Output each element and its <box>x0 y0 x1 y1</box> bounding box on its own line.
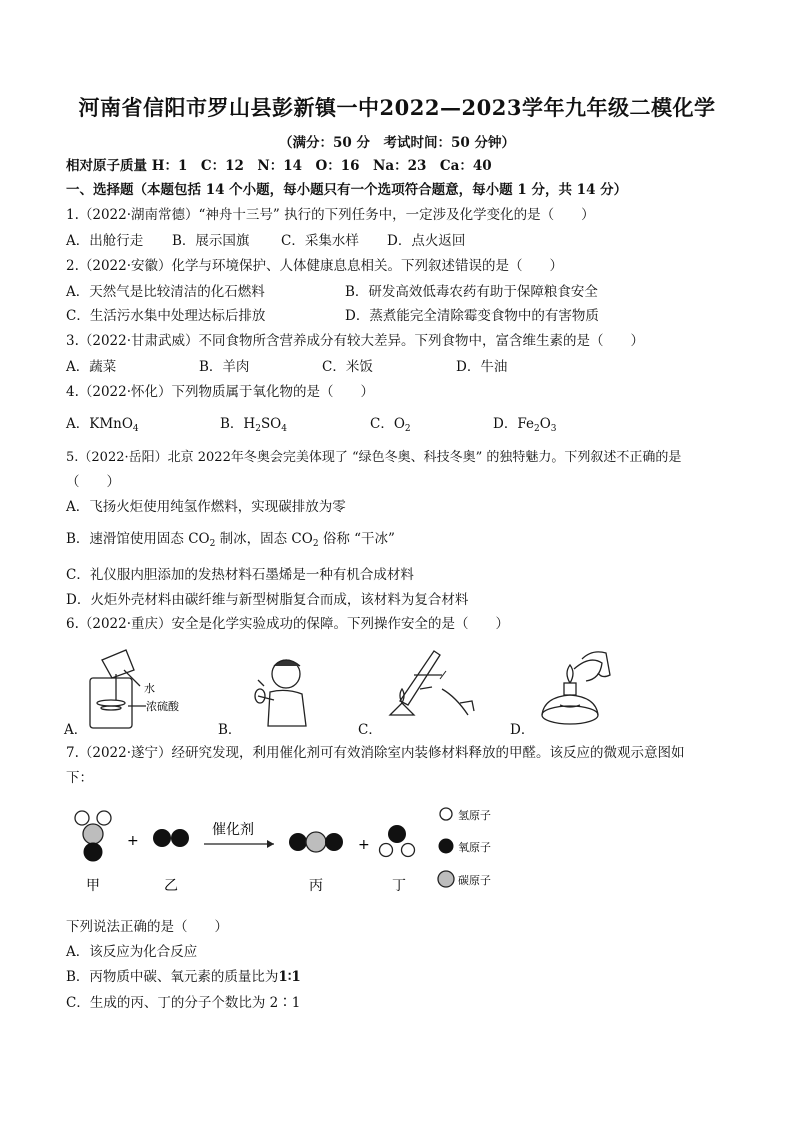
q2-option-d: D．蒸煮能完全清除霉变食物中的有害物质 <box>345 308 599 324</box>
q1-stem: 1.（2022·湖南常德）“神舟十三号” 执行的下列任务中，一定涉及化学变化的是（ ） <box>66 207 595 223</box>
q3-option-d: D．牛油 <box>456 359 508 375</box>
q6-label-water: 水 <box>144 682 155 695</box>
q5-option-d: D．火炬外壳材料由碳纤维与新型树脂复合而成，该材料为复合材料 <box>66 592 469 608</box>
molecule-yi <box>153 829 189 847</box>
q4-stem: 4.（2022·怀化）下列物质属于氧化物的是（ ） <box>66 384 375 400</box>
q7-option-a: A．该反应为化合反应 <box>66 944 198 960</box>
q6-option-d: D． <box>510 722 535 738</box>
q2-option-c: C．生活污水集中处理达标后排放 <box>66 308 266 324</box>
q1-option-a: A．出舱行走 <box>66 233 144 249</box>
q6-image-b <box>240 650 320 730</box>
q6-stem: 6.（2022·重庆）安全是化学实验成功的保障。下列操作安全的是（ ） <box>66 616 510 632</box>
atomic-mass-line: 相对原子质量 H：1 C：12 N：14 O：16 Na：23 Ca：40 <box>66 158 492 174</box>
q6-image-a <box>80 648 190 734</box>
molecule-ding <box>380 825 415 857</box>
q7-question: 下列说法正确的是（ ） <box>66 919 228 935</box>
q5-option-b: B．速滑馆使用固态 $CO_2$ 制冰，固态 $CO_2$ 俗称 “干冰” <box>66 531 395 549</box>
q3-option-c: C．米饭 <box>322 359 373 375</box>
plus-sign-1: + <box>127 833 139 849</box>
plus-sign-2: + <box>358 837 370 853</box>
q7-option-c: C．生成的丙、丁的分子个数比为 2∶1 <box>66 995 301 1011</box>
label-jia: 甲 <box>86 878 100 894</box>
q6-image-c <box>380 645 480 731</box>
molecule-jia <box>75 811 111 861</box>
label-ding: 丁 <box>392 878 406 894</box>
section-heading: 一、选择题（本题包括 14 个小题，每小题只有一个选项符合题意，每小题 1 分，共 14 分） <box>66 182 628 198</box>
legend-c-label: 碳原子 <box>458 874 491 887</box>
legend-o-label: 氧原子 <box>458 841 491 854</box>
legend-o-icon <box>439 839 454 854</box>
q5-option-c: C．礼仪服内胆添加的发热材料石墨烯是一种有机合成材料 <box>66 567 414 583</box>
q5-stem-cont: （ ） <box>66 474 120 490</box>
molecule-bing <box>289 832 343 852</box>
q3-stem: 3.（2022·甘肃武威）不同食物所含营养成分有较大差异。下列食物中，富含维生素的是（ ） <box>66 333 645 349</box>
label-yi: 乙 <box>164 878 178 894</box>
q1-option-d: D．点火返回 <box>387 233 466 249</box>
q3-option-b: B．羊肉 <box>199 359 250 375</box>
q6-option-b: B． <box>218 722 242 738</box>
q7-stem-cont: 下： <box>66 770 93 786</box>
q6-image-d <box>530 645 620 731</box>
page-subtitle: （满分：50 分 考试时间：50 分钟） <box>279 135 515 151</box>
arrow-head <box>267 840 274 848</box>
q2-option-a: A．天然气是比较清洁的化石燃料 <box>66 284 265 300</box>
legend-h-icon <box>440 808 452 820</box>
q5-stem: 5.（2022·岳阳）北京 2022年冬奥会完美体现了 “绿色冬奥、科技冬奥” 的独特魅力。下列叙述不正确的是 <box>66 450 682 465</box>
q7-option-b: B．丙物质中碳、氧元素的质量比为1∶1 <box>66 969 301 985</box>
q1-option-c: C．采集水样 <box>281 233 359 249</box>
q5-option-a: A．飞扬火炬使用纯氢作燃料，实现碳排放为零 <box>66 499 346 515</box>
q4-option-a: A．KMnO$_4$ <box>66 416 139 434</box>
catalyst-label: 催化剂 <box>212 822 254 838</box>
q7-stem: 7.（2022·遂宁）经研究发现，利用催化剂可有效消除室内装修材料释放的甲醛。该反应的微观示意图如 <box>66 745 685 761</box>
q2-stem: 2.（2022·安徽）化学与环境保护、人体健康息息相关。下列叙述错误的是（ ） <box>66 258 564 274</box>
q6-label-acid: 浓硫酸 <box>146 700 179 713</box>
q4-option-c: C．$O_2$ <box>370 416 411 434</box>
q2-option-b: B．研发高效低毒农药有助于保障粮食安全 <box>345 284 598 300</box>
q4-option-d: D．$Fe_2O_3$ <box>493 416 557 434</box>
legend-h-label: 氢原子 <box>458 809 491 822</box>
label-bing: 丙 <box>309 878 323 894</box>
q7-reaction-diagram <box>66 800 526 900</box>
q6-option-c: C． <box>358 722 382 738</box>
q6-option-a: A． <box>64 722 88 738</box>
page-title: 河南省信阳市罗山县彭新镇一中2022—2023学年九年级二模化学 <box>78 95 716 120</box>
q4-option-b: B．$H_2SO_4$ <box>220 416 287 434</box>
q1-option-b: B．展示国旗 <box>172 233 250 249</box>
q3-option-a: A．蔬菜 <box>66 359 117 375</box>
legend-c-icon <box>438 871 454 887</box>
